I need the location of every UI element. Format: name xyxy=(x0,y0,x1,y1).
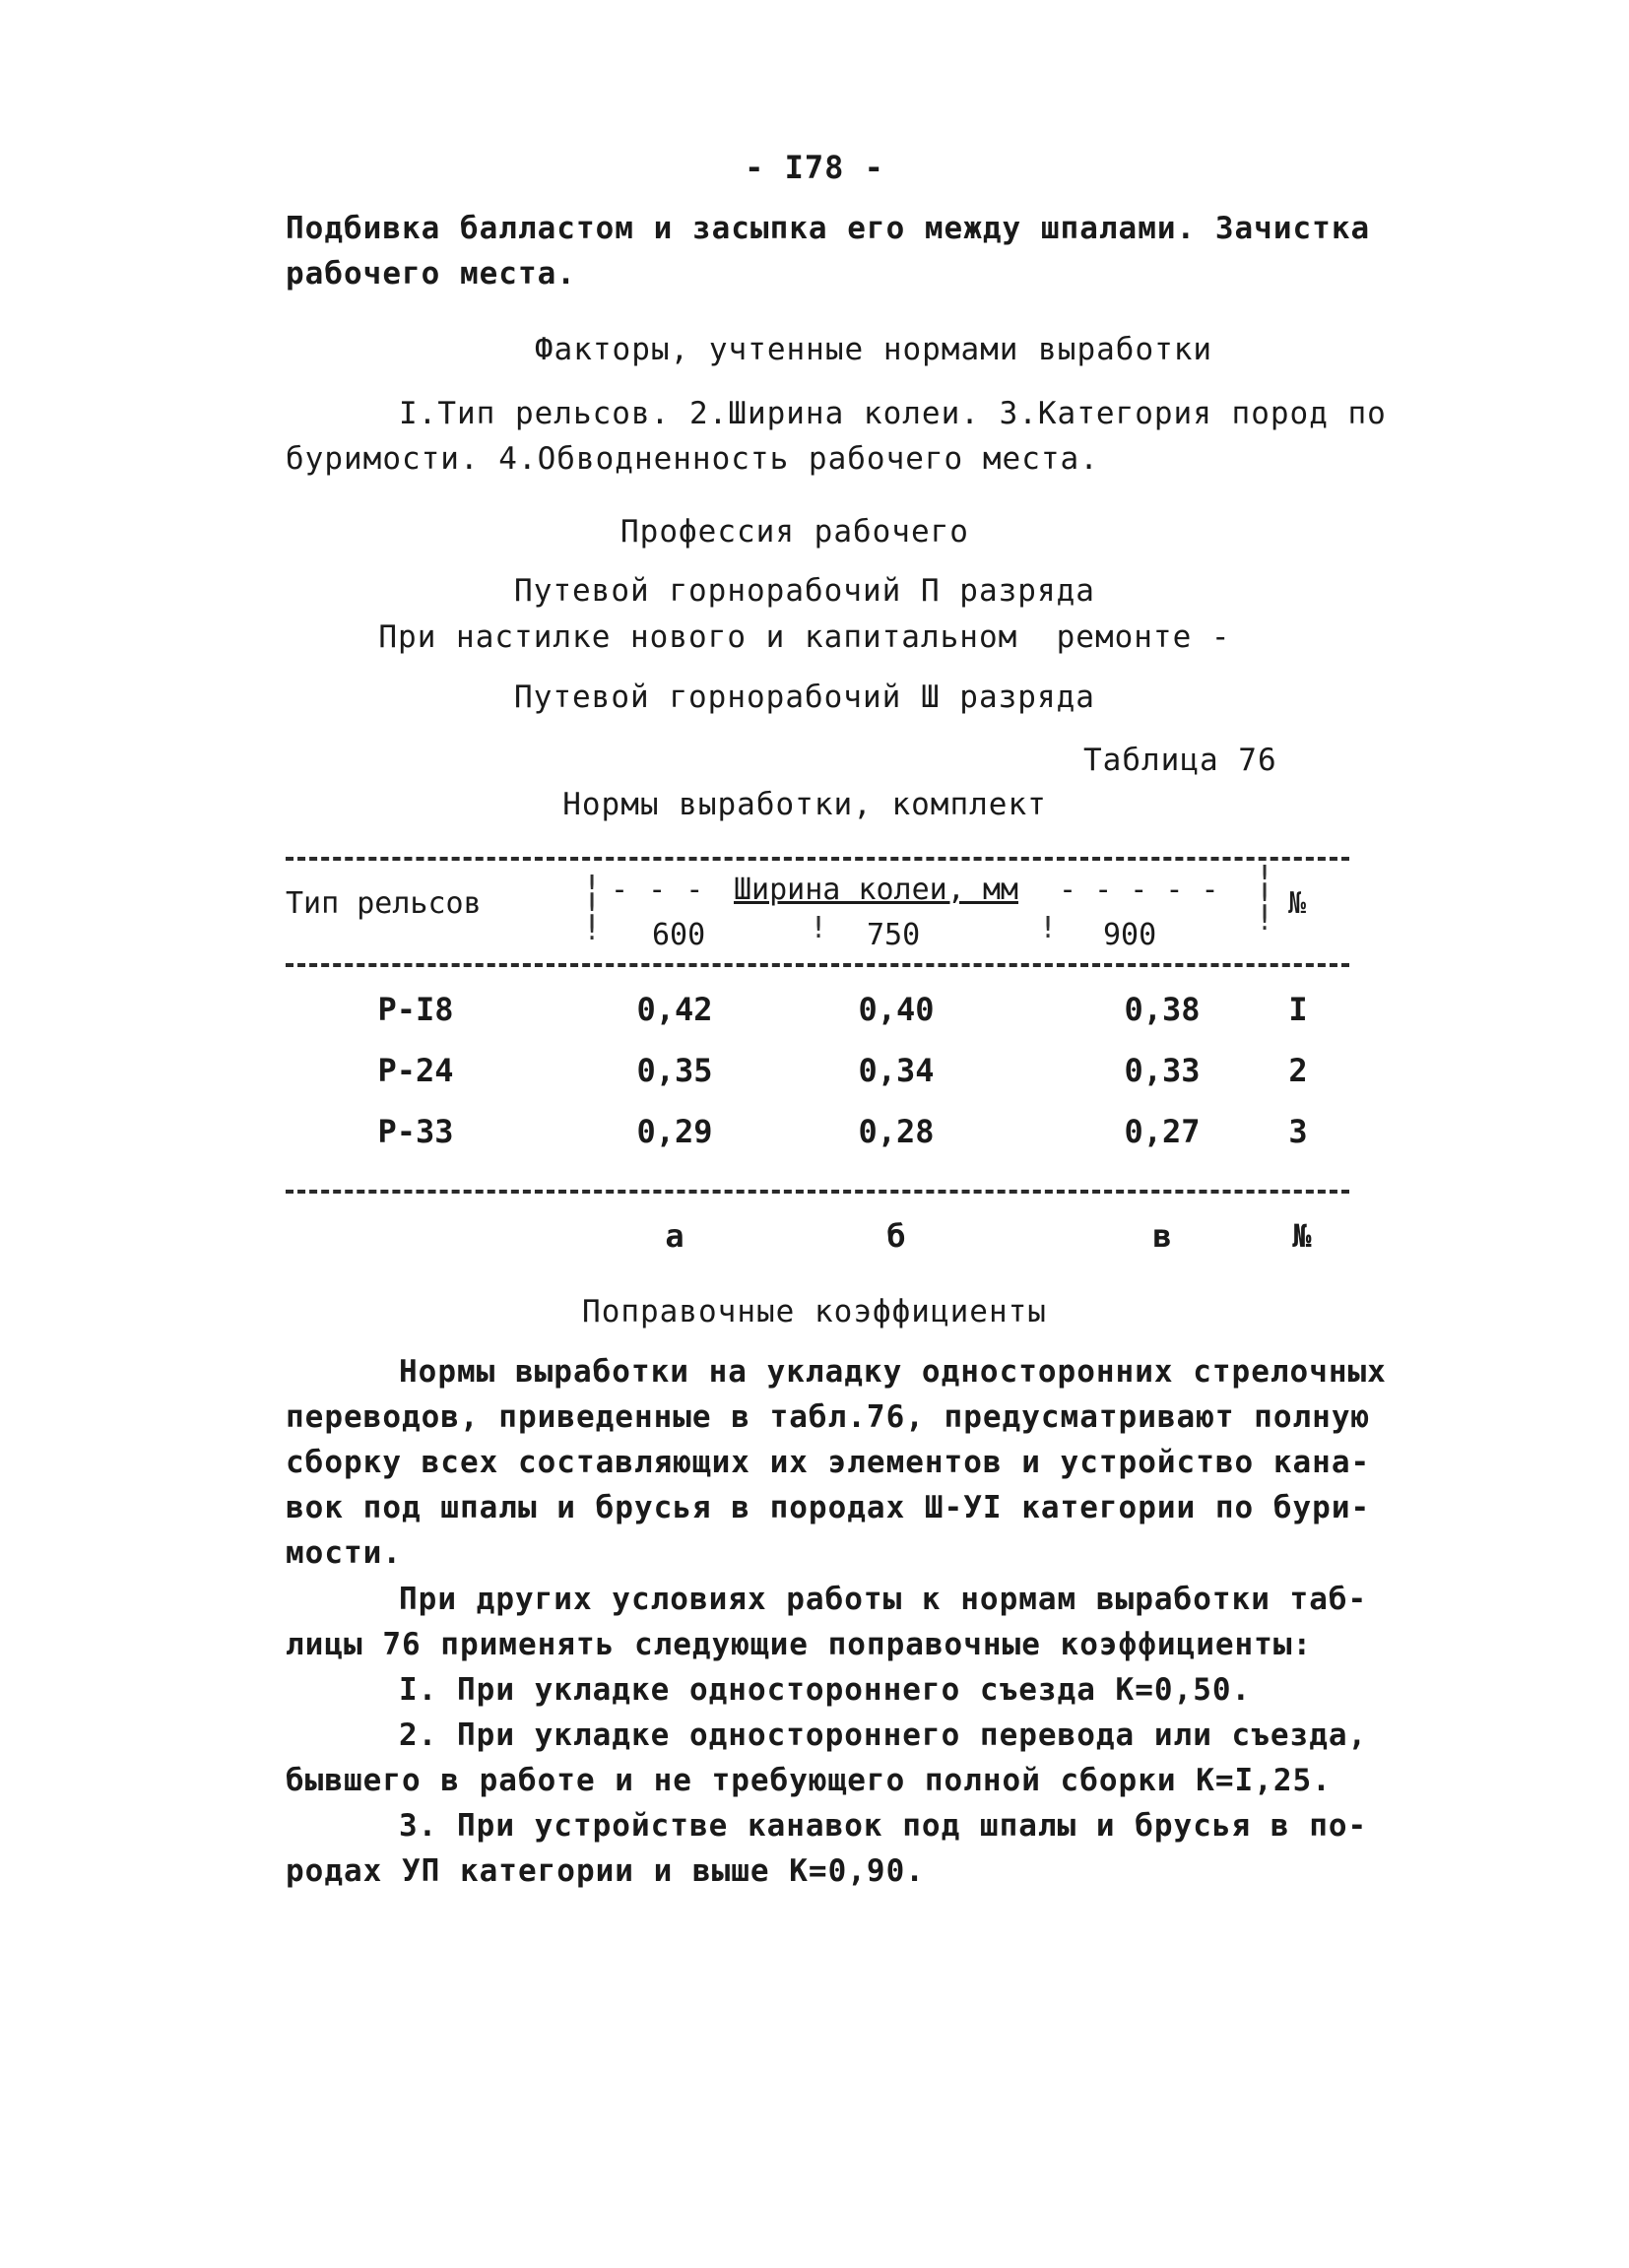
factors-line-1: I.Тип рельсов. 2.Ширина колеи. 3.Категория пород по xyxy=(399,396,1387,431)
item-3-line-1: 3. При устройстве канавок под шпалы и брусья в по- xyxy=(399,1808,1368,1844)
row-2-type: Р-24 xyxy=(377,1052,454,1089)
row-1-type: Р-I8 xyxy=(377,991,454,1028)
row-3-value-750: 0,28 xyxy=(858,1113,935,1150)
para2-line-1: При других условиях работы к нормам выработки таб- xyxy=(399,1582,1368,1617)
item-2-line-1: 2. При укладке одностороннего перевода или съезда, xyxy=(399,1717,1368,1753)
row-3-number: 3 xyxy=(1288,1113,1308,1150)
row-2-value-750: 0,34 xyxy=(858,1052,935,1089)
footer-number: № xyxy=(1292,1217,1312,1255)
header-separator-right: ! ! ! xyxy=(1256,860,1274,938)
para1-line-1: Нормы выработки на укладку односторонних стрелочных xyxy=(399,1354,1387,1390)
row-2-value-900: 0,33 xyxy=(1124,1052,1201,1089)
table-bottom-rule xyxy=(286,1190,1349,1194)
header-gauge-width: Ширина колеи, мм xyxy=(734,873,1018,907)
row-1-number: I xyxy=(1288,991,1308,1028)
table-label: Таблица 76 xyxy=(1083,743,1277,778)
row-2-number: 2 xyxy=(1288,1052,1308,1089)
header-number: № xyxy=(1288,886,1307,921)
header-group-dashes: - - - xyxy=(611,873,705,907)
header-rail-type: Тип рельсов xyxy=(286,886,482,921)
intro-line-1: Подбивка балластом и засыпка его между шпалами. Зачистка xyxy=(286,211,1371,246)
profession-heading: Профессия рабочего xyxy=(620,514,969,550)
intro-line-2: рабочего места. xyxy=(286,256,576,292)
footer-col-a: а xyxy=(665,1217,684,1255)
header-separator: ! ! ! xyxy=(583,870,602,947)
table-title: Нормы выработки, комплект xyxy=(562,787,1047,822)
row-3-type: Р-33 xyxy=(377,1113,454,1150)
row-1-value-600: 0,42 xyxy=(636,991,713,1028)
para1-line-3: сборку всех составляющих их элементов и устройство кана- xyxy=(286,1445,1371,1480)
para1-line-2: переводов, приведенные в табл.76, предусматривают полную xyxy=(286,1399,1371,1435)
header-width-600: 600 xyxy=(652,918,706,952)
header-group-dashes-right: - - - - - xyxy=(1059,873,1219,907)
row-1-value-750: 0,40 xyxy=(858,991,935,1028)
factors-line-2: буримости. 4.Обводненность рабочего места. xyxy=(286,441,1099,477)
item-1: I. При укладке одностороннего съезда К=0,50. xyxy=(399,1672,1252,1708)
factors-heading: Факторы, учтенные нормами выработки xyxy=(534,332,1213,367)
item-3-line-2: родах УП категории и выше К=0,90. xyxy=(286,1853,925,1889)
header-sub-sep-2: ! xyxy=(1039,911,1058,945)
page-number: - I78 - xyxy=(745,149,884,186)
para1-line-5: мости. xyxy=(286,1535,402,1571)
table-top-rule xyxy=(286,857,1349,861)
row-3-value-600: 0,29 xyxy=(636,1113,713,1150)
footer-col-v: в xyxy=(1152,1217,1172,1255)
table-header-rule xyxy=(286,963,1349,967)
corrections-heading: Поправочные коэффициенты xyxy=(582,1294,1047,1329)
header-width-900: 900 xyxy=(1103,918,1157,952)
profession-line-1: Путевой горнорабочий П разряда xyxy=(514,573,1095,609)
header-width-750: 750 xyxy=(867,918,921,952)
para1-line-4: вок под шпалы и брусья в породах Ш-УI категории по бури- xyxy=(286,1490,1371,1525)
row-2-value-600: 0,35 xyxy=(636,1052,713,1089)
footer-col-b: б xyxy=(886,1217,906,1255)
profession-line-3: Путевой горнорабочий Ш разряда xyxy=(514,680,1095,715)
item-2-line-2: бывшего в работе и не требующего полной сборки К=I,25. xyxy=(286,1763,1332,1798)
header-sub-sep-1: ! xyxy=(810,911,828,945)
row-1-value-900: 0,38 xyxy=(1124,991,1201,1028)
row-3-value-900: 0,27 xyxy=(1124,1113,1201,1150)
para2-line-2: лицы 76 применять следующие поправочные коэффициенты: xyxy=(286,1627,1313,1662)
profession-line-2: При настилке нового и капитальном ремонте - xyxy=(378,619,1231,655)
